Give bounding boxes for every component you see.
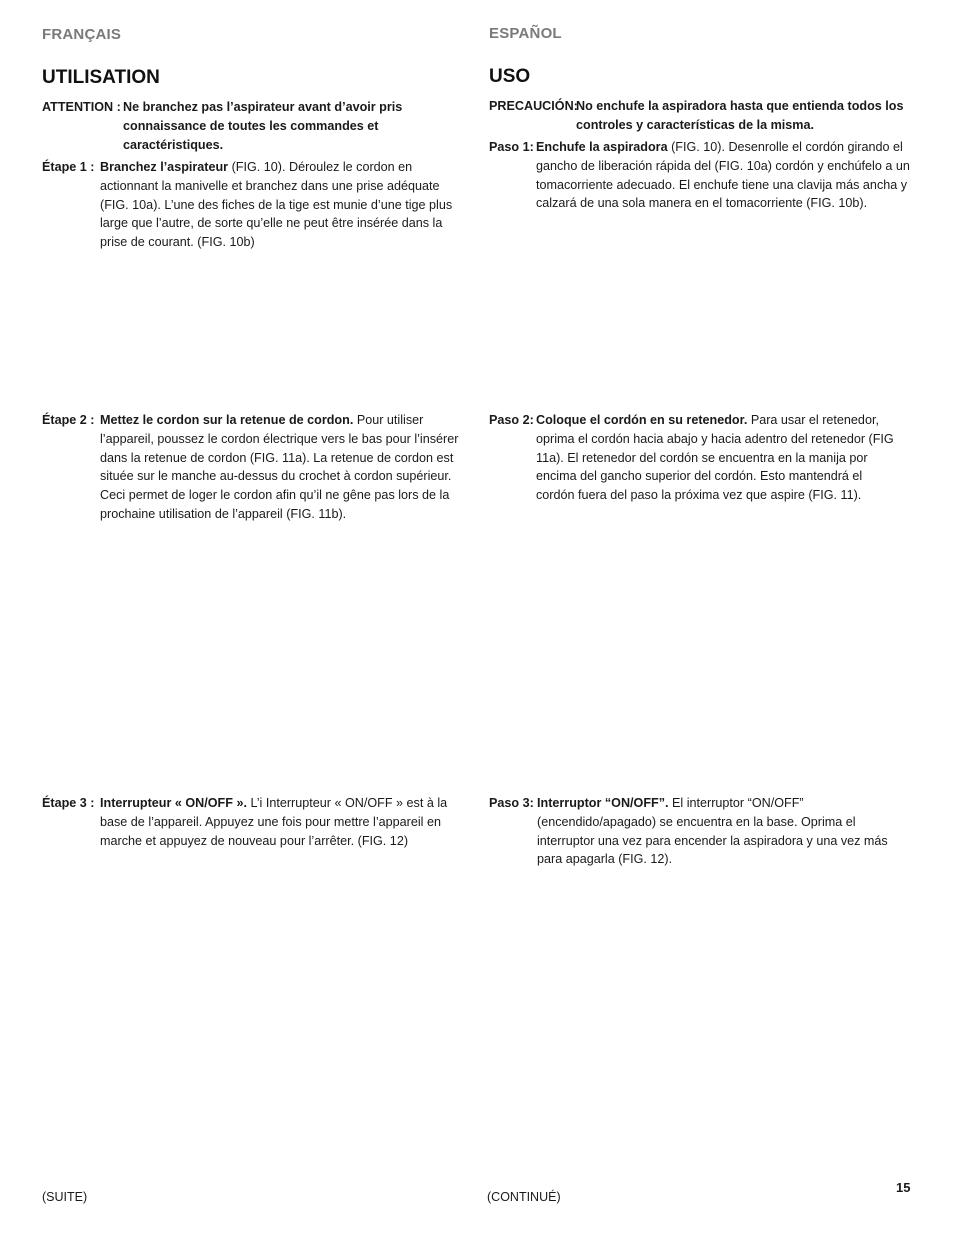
step-3-es (489, 794, 907, 869)
language-heading-es: ESPAÑOL (489, 25, 562, 42)
step-1-text-fr: (FIG. 10). Déroulez le cordon en actionnant la manivelle et branchez dans une prise adéquate (FIG. 10a). L’une des fiches de la tige est munie d’une tige plus large que l’autre, de sorte qu’elle ne peut être insérée dans la prise de courant. (FIG. 10b) (100, 160, 453, 250)
step-3-fr (42, 794, 460, 850)
step-3-label-fr: Étape 3 : (42, 796, 95, 810)
section-title-es: USO (489, 66, 531, 87)
step-2-fr (42, 411, 462, 524)
step-3-title-es: Interruptor “ON/OFF”. (537, 796, 669, 810)
page-number: 15 (896, 1180, 911, 1195)
step-2-title-fr: Mettez le cordon sur la retenue de cordon. (100, 413, 354, 427)
warning-label-es: PRECAUCIÓN: (489, 99, 578, 113)
step-3-text-fr: L’i Interrupteur « ON/OFF » est à la base de l’appareil. Appuyez une fois pour mettre l’appareil en marche et appuyez de nouveau pour l’arrêter. (FIG. 12) (100, 796, 448, 848)
warning-fr (42, 98, 432, 154)
warning-label-fr: ATTENTION : (42, 100, 121, 114)
step-3-label-es: Paso 3: (489, 796, 534, 810)
footer-continued-es: (CONTINUÉ) (487, 1190, 561, 1204)
warning-text-es: No enchufe la aspiradora hasta que entienda todos los controles y características de la misma. (576, 99, 904, 132)
step-2-label-es: Paso 2: (489, 413, 534, 427)
step-3-text-es: El interruptor “ON/OFF” (encendido/apagado) se encuentra en la base. Oprima el interruptor una vez para encender la aspiradora y una vez más para apagarla (FIG. 12). (537, 796, 888, 867)
warning-text-fr: Ne branchez pas l’aspirateur avant d’avoir pris connaissance de toutes les commandes et caractéristiques. (123, 100, 403, 152)
step-1-fr (42, 158, 460, 252)
step-1-label-es: Paso 1: (489, 140, 534, 154)
step-2-es (489, 411, 901, 505)
step-1-text-es: (FIG. 10). Desenrolle el cordón girando el gancho de liberación rápida del (FIG. 10a) cordón y enchúfelo a un tomacorriente adecuado. El enchufe tiene una clavija más ancha y calzará de una sola manera en el tomacorriente (FIG. 10b). (536, 140, 910, 211)
step-3-title-fr: Interrupteur « ON/OFF ». (100, 796, 247, 810)
step-1-label-fr: Étape 1 : (42, 160, 95, 174)
step-2-label-fr: Étape 2 : (42, 413, 95, 427)
step-2-text-es: Para usar el retenedor, oprima el cordón hacia abajo y hacia adentro del retenedor (FIG 11a). El retenedor del cordón se encuentra en la manija por encima del gancho superior del cordón. Esto mantendrá el cordón fuera del paso la próxima vez que aspire (FIG. 11). (536, 413, 894, 503)
step-2-text-fr: Pour utiliser l’appareil, poussez le cordon électrique vers le bas pour l’insérer dans la retenue de cordon (FIG. 11a). La retenue de cordon est située sur le manche au-dessus du crochet à cordon supérieur. Ceci permet de loger le cordon afin qu’il ne gêne pas lors de la prochaine utilisation de l’appareil (FIG. 11b). (100, 413, 459, 521)
language-heading-fr: FRANÇAIS (42, 26, 122, 43)
step-1-title-fr: Branchez l’aspirateur (100, 160, 229, 174)
warning-es (489, 97, 909, 135)
section-title-fr: UTILISATION (42, 67, 160, 88)
step-1-title-es: Enchufe la aspiradora (536, 140, 668, 154)
step-2-title-es: Coloque el cordón en su retenedor. (536, 413, 748, 427)
footer-continued-fr: (SUITE) (42, 1190, 88, 1204)
step-1-es (489, 138, 911, 213)
